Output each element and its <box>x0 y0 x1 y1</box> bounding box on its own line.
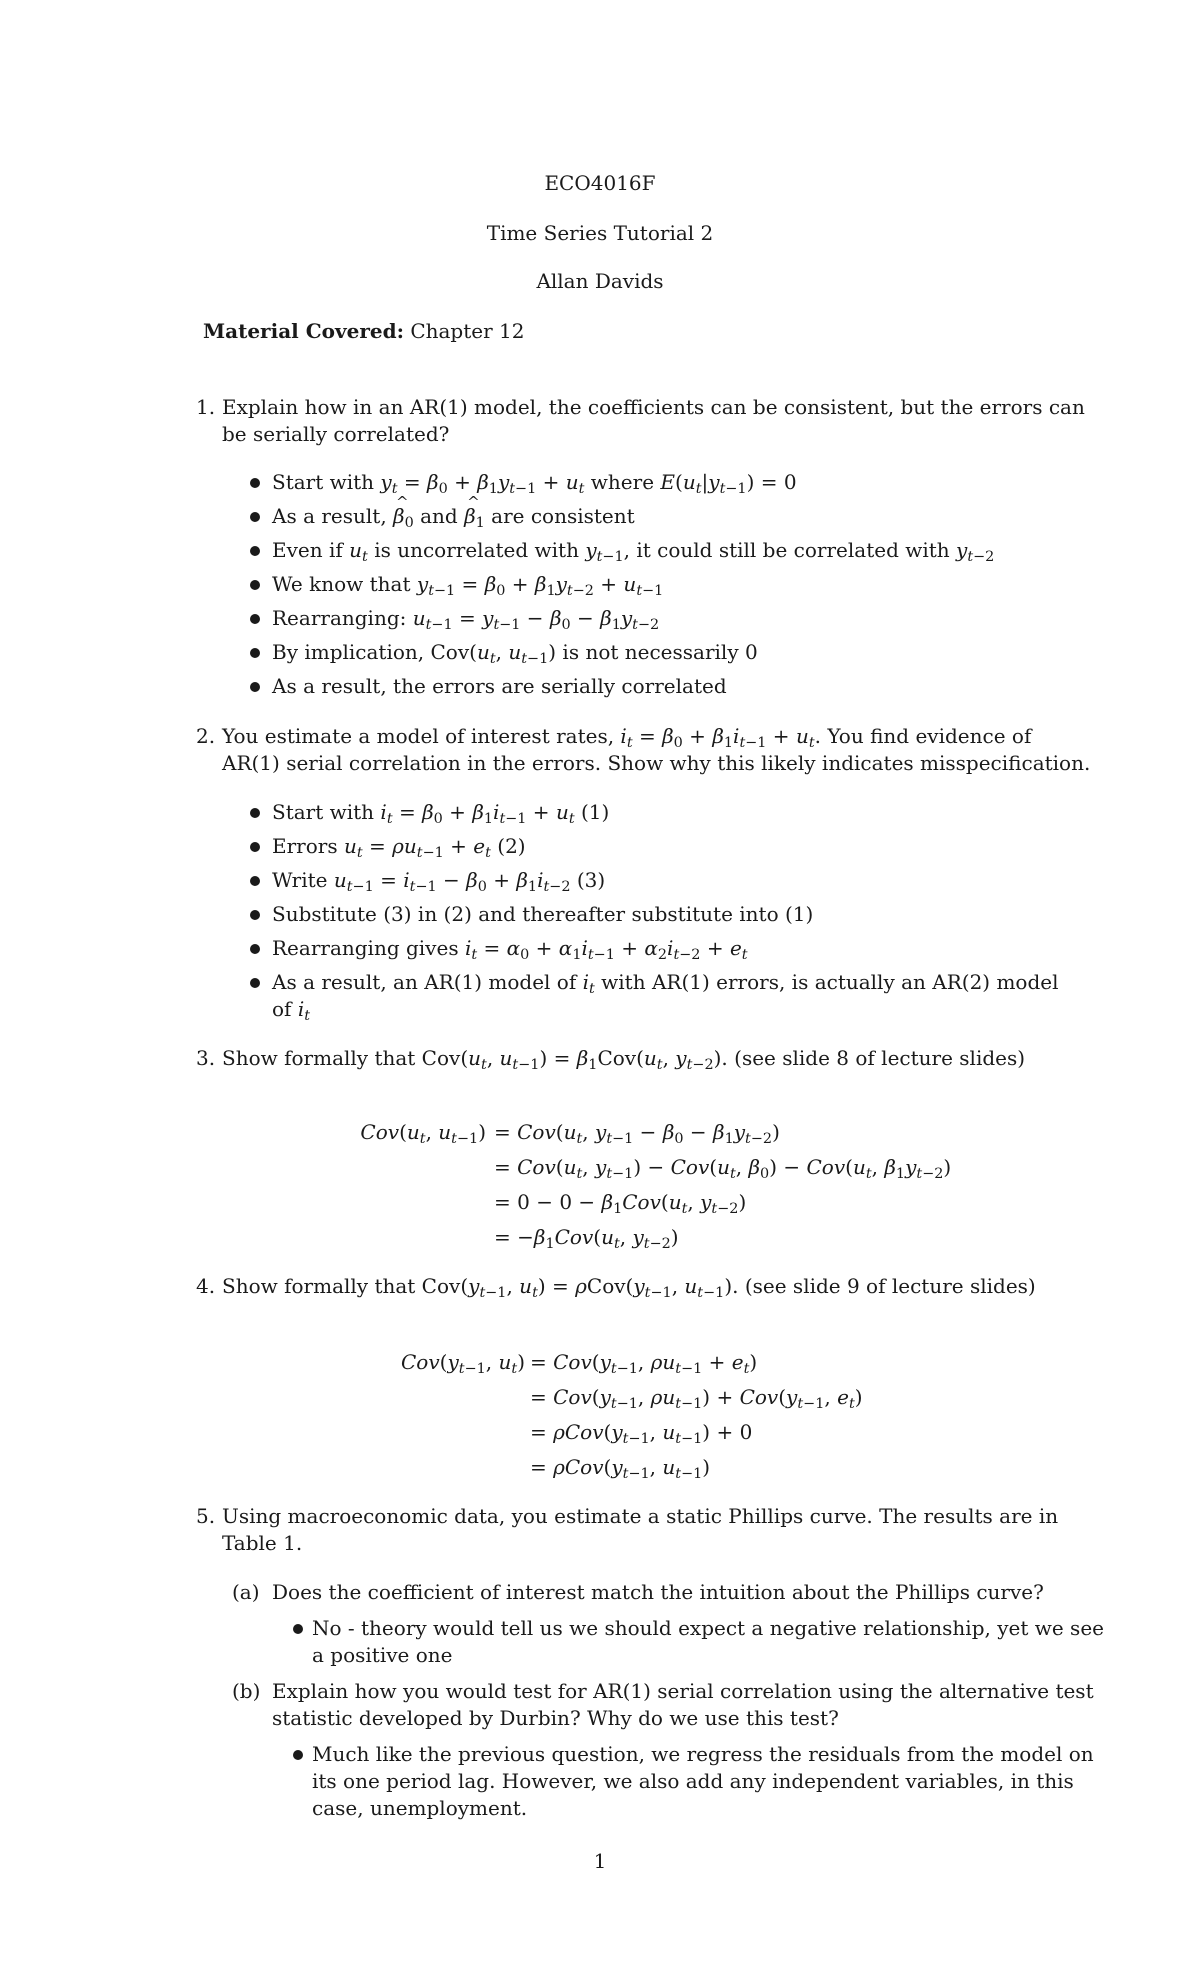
bullet <box>250 648 260 658</box>
q1-bullet-7: As a result, the errors are serially correlated <box>272 674 727 698</box>
q1-number: 1. <box>196 395 216 419</box>
q5a-bullet-line2: a positive one <box>312 1643 453 1667</box>
q2-bullet-4: Substitute (3) in (2) and thereafter substitute into (1) <box>272 902 814 926</box>
q1-bullet-6: By implication, $Cov(u_t$, $u_{t-1}$) is not necessarily 0 <box>272 640 758 668</box>
bullet <box>250 682 260 692</box>
q4-eq-line-2: = $Cov(y_{t-1}$, $\rho u_{t-1}) + Cov(y_{t-1}$, $e_t$) <box>530 1385 863 1413</box>
bullet <box>250 580 260 590</box>
bullet <box>250 546 260 556</box>
q3-eq-line-3: = $0 - 0 - \beta_1Cov(u_t$, $y_{t-2}$) <box>494 1190 747 1218</box>
q1-bullet-3: Even if $u_t$ is uncorrelated with $y_{t-1}$, it could still be correlated with $y_{t-2}$ <box>272 538 995 566</box>
bullet <box>250 614 260 624</box>
bullet <box>250 478 260 488</box>
q1-bullet-1: Start with $y_t = \beta_0 + \beta_1y_{t-1} + u_t$ where $E(u_t|y_{t-1}) = 0$ <box>272 470 797 498</box>
q5a-bullet-line1: No - theory would tell us we should expect a negative relationship, yet we see <box>312 1616 1104 1640</box>
q3-eq-lhs: $Cov(u_t$, $u_{t-1}$) <box>360 1120 486 1148</box>
bullet <box>250 512 260 522</box>
bullet <box>250 944 260 954</box>
q4-text: Show formally that $Cov(y_{t-1}$, $u_t) = \rho Cov(y_{t-1}$, $u_{t-1}$). (see slide 9 of lecture slides) <box>222 1274 1036 1302</box>
q1-bullet-4: We know that $y_{t-1} = \beta_0 + \beta_1y_{t-2} + u_{t-1}$ <box>272 572 664 600</box>
q5a-label: (a) <box>232 1580 260 1604</box>
q4-number: 4. <box>196 1274 216 1298</box>
q2-bullet-6-cont: of $i_t$ <box>272 997 311 1025</box>
q1-line1: Explain how in an AR(1) model, the coefficients can be consistent, but the errors can <box>222 395 1085 419</box>
bullet <box>250 842 260 852</box>
q4-eq-line-4: = $\rho Cov(y_{t-1}$, $u_{t-1}$) <box>530 1455 711 1483</box>
q2-line1: You estimate a model of interest rates, $i_t = \beta_0 + \beta_1i_{t-1} + u_t$. You find evidence of <box>222 724 1032 752</box>
q2-number: 2. <box>196 724 216 748</box>
q5b-bullet-line3: case, unemployment. <box>312 1796 528 1820</box>
q4-eq-lhs: $Cov(y_{t-1}$, $u_t$) <box>400 1350 525 1378</box>
q5-line1: Using macroeconomic data, you estimate a static Phillips curve. The results are in <box>222 1504 1059 1528</box>
q5b-label: (b) <box>232 1679 261 1703</box>
q2-bullet-2: Errors $u_t = \rho u_{t-1} + e_t$ (2) <box>272 834 526 862</box>
q1-bullet-5: Rearranging: $u_{t-1} = y_{t-1} - \beta_0 - \beta_1y_{t-2}$ <box>272 606 660 634</box>
author: Allan Davids <box>536 269 664 293</box>
q3-eq-line-1: = $Cov(u_t$, $y_{t-1} - \beta_0 - \beta_1y_{t-2}$) <box>494 1120 780 1148</box>
material-value: Chapter 12 <box>410 319 525 343</box>
material-label: Material Covered: <box>203 319 404 343</box>
q2-line2: AR(1) serial correlation in the errors. Show why this likely indicates misspecification. <box>222 751 1091 775</box>
q1-bullet-2: As a result, ^ $\beta_0$ and ^ $\beta_1$ are consistent <box>272 503 635 530</box>
q3-eq-line-4: = $-\beta_1Cov(u_t$, $y_{t-2}$) <box>494 1225 679 1253</box>
bullet <box>293 1750 303 1760</box>
q4-eq-line-1: = $Cov(y_{t-1}$, $\rho u_{t-1} + e_t$) <box>530 1350 758 1378</box>
bullet <box>250 978 260 988</box>
bullet <box>293 1624 303 1634</box>
q5-line2: Table 1. <box>222 1531 303 1555</box>
page-number: 1 <box>593 1849 607 1873</box>
q3-text: Show formally that $Cov(u_t$, $u_{t-1}) = \beta_1Cov(u_t$, $y_{t-2}$). (see slide 8 of lecture slides) <box>222 1046 1026 1074</box>
doc-title: Time Series Tutorial 2 <box>486 221 714 245</box>
q2-bullet-6: As a result, an AR(1) model of $i_t$ with AR(1) errors, is actually an AR(2) model <box>272 970 1059 998</box>
q5a-text: Does the coefficient of interest match the intuition about the Phillips curve? <box>272 1580 1044 1604</box>
q5b-line1: Explain how you would test for AR(1) serial correlation using the alternative test <box>272 1679 1094 1703</box>
course-code: ECO4016F <box>544 171 656 195</box>
q1-line2: be serially correlated? <box>222 422 450 446</box>
bullet <box>250 876 260 886</box>
q5-number: 5. <box>196 1504 216 1528</box>
q3-number: 3. <box>196 1046 216 1070</box>
q2-bullet-3: Write $u_{t-1} = i_{t-1} - \beta_0 + \beta_1i_{t-2}$ (3) <box>272 868 606 896</box>
q2-bullet-5: Rearranging gives $i_t = \alpha_0 + \alpha_1i_{t-1} + \alpha_2i_{t-2} + e_t$ <box>272 936 748 964</box>
q2-bullet-1: Start with $i_t = \beta_0 + \beta_1i_{t-1} + u_t$ (1) <box>272 800 610 828</box>
q4-eq-line-3: = $\rho Cov(y_{t-1}$, $u_{t-1}) + 0$ <box>530 1420 753 1448</box>
material-covered <box>203 318 524 345</box>
q5b-line2: statistic developed by Durbin? Why do we use this test? <box>272 1706 839 1730</box>
bullet <box>250 808 260 818</box>
q5b-bullet-line1: Much like the previous question, we regress the residuals from the model on <box>312 1742 1094 1766</box>
q3-eq-line-2: = $Cov(u_t$, $y_{t-1}) - Cov(u_t$, $\beta_0) - Cov(u_t$, $\beta_1y_{t-2}$) <box>494 1155 952 1183</box>
bullet <box>250 910 260 920</box>
q5b-bullet-line2: its one period lag. However, we also add any independent variables, in this <box>312 1769 1074 1793</box>
